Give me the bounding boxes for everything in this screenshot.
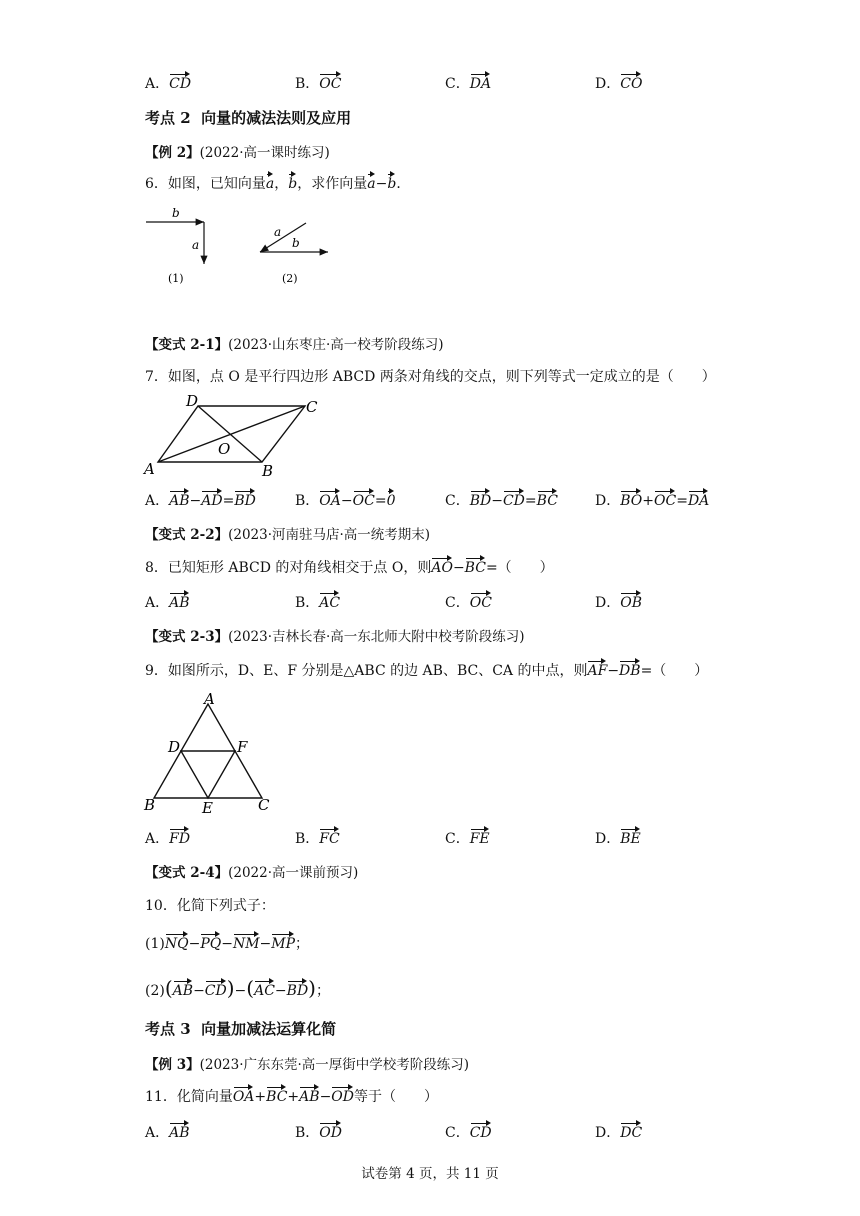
variant-2-3-tag: 【变式 2-3】(2023·吉林长春·高一东北师大附中校考阶段练习) [145, 629, 525, 645]
question-7: 7．如图，点 O 是平行四边形 ABCD 两条对角线的交点，则下列等式一定成立的是（ ） [145, 369, 716, 385]
question-10-part-2: (2)(AB−CD)−(AC−BD)； [145, 976, 330, 1000]
variant-2-4-tag: 【变式 2-4】(2022·高一课前预习) [145, 865, 359, 881]
q7-option-d: D．BO+OC=DA [595, 489, 709, 510]
example-3-tag: 【例 3】(2023·广东东莞·高一厚街中学校考阶段练习) [145, 1057, 470, 1073]
label-d: D [186, 392, 199, 410]
figure-1-caption: (1) [168, 272, 184, 285]
question-11: 11．化简向量OA+BC+AB−OD等于（ ） [145, 1085, 438, 1106]
question-8: 8．已知矩形 ABCD 的对角线相交于点 O，则AO−BC=（ ） [145, 556, 554, 577]
q11-option-c: C．CD [445, 1121, 492, 1142]
label-f: F [237, 738, 248, 756]
variant-2-2-tag: 【变式 2-2】(2023·河南驻马店·高一统考期末) [145, 527, 431, 543]
q11-options [145, 1121, 845, 1143]
topic-3-heading: 考点 3 向量加减法运算化简 [145, 1020, 337, 1038]
q11-option-b: B．OD [295, 1121, 342, 1142]
midpoint-triangle-def [181, 751, 235, 798]
q8-option-d: D．OB [595, 591, 642, 612]
q5-option-d: D．CO [595, 72, 642, 93]
question-6-figures [140, 200, 360, 295]
q7-option-a: A．AB−AD=BD [145, 489, 256, 510]
q8-options [145, 591, 845, 613]
q9-option-b: B．FC [295, 827, 340, 848]
q8-option-c: C．OC [445, 591, 492, 612]
question-10: 10．化简下列式子： [145, 898, 275, 914]
q9-options [145, 827, 845, 849]
q5-option-c: C．DA [445, 72, 491, 93]
label-c: C [306, 398, 318, 416]
question-6: 6．如图，已知向量a，b，求作向量a−b． [145, 172, 410, 193]
question-10-part-1: (1)NQ−PQ−NM−MP； [145, 932, 309, 953]
label-b: B [262, 462, 274, 480]
label-d: D [168, 738, 181, 756]
topic-2-heading: 考点 2 向量的减法法则及应用 [145, 109, 352, 127]
q7-option-b: B．OA−OC=0 [295, 489, 395, 510]
q11-option-d: D．DC [595, 1121, 642, 1142]
q11-option-a: A．AB [145, 1121, 190, 1142]
q9-option-c: C．FE [445, 827, 490, 848]
label-e: E [202, 799, 213, 817]
figure-1-label-a: a [192, 238, 200, 252]
question-9-triangle [140, 688, 280, 816]
q7-option-c: C．BD−CD=BC [445, 489, 558, 510]
q8-option-b: B．AC [295, 591, 340, 612]
q7-options [145, 489, 845, 511]
question-7-parallelogram [140, 390, 340, 482]
q5-option-a: A．CD [145, 72, 191, 93]
example-2-tag: 【例 2】(2022·高一课时练习) [145, 145, 330, 161]
figure-1 [146, 206, 204, 285]
label-b: B [144, 796, 156, 814]
label-c: C [258, 796, 270, 814]
figure-2-label-a: a [274, 225, 282, 239]
question-9: 9．如图所示，D、E、F 分别是△ABC 的边 AB、BC、CA 的中点，则AF−DB=（ ） [145, 659, 708, 680]
label-a: A [144, 460, 155, 478]
figure-1-label-b: b [172, 206, 180, 220]
q8-option-a: A．AB [145, 591, 190, 612]
variant-2-1-tag: 【变式 2-1】(2023·山东枣庄·高一校考阶段练习) [145, 337, 444, 353]
label-a: A [204, 690, 215, 708]
page-footer: 试卷第 4 页，共 11 页 [361, 1166, 499, 1182]
figure-2 [260, 223, 328, 285]
q5-options [145, 72, 845, 94]
figure-2-label-b: b [292, 236, 300, 250]
q9-option-d: D．BE [595, 827, 641, 848]
q5-option-b: B．OC [295, 72, 342, 93]
figure-2-caption: (2) [282, 272, 298, 285]
label-o: O [218, 440, 231, 458]
q9-option-a: A．FD [145, 827, 190, 848]
